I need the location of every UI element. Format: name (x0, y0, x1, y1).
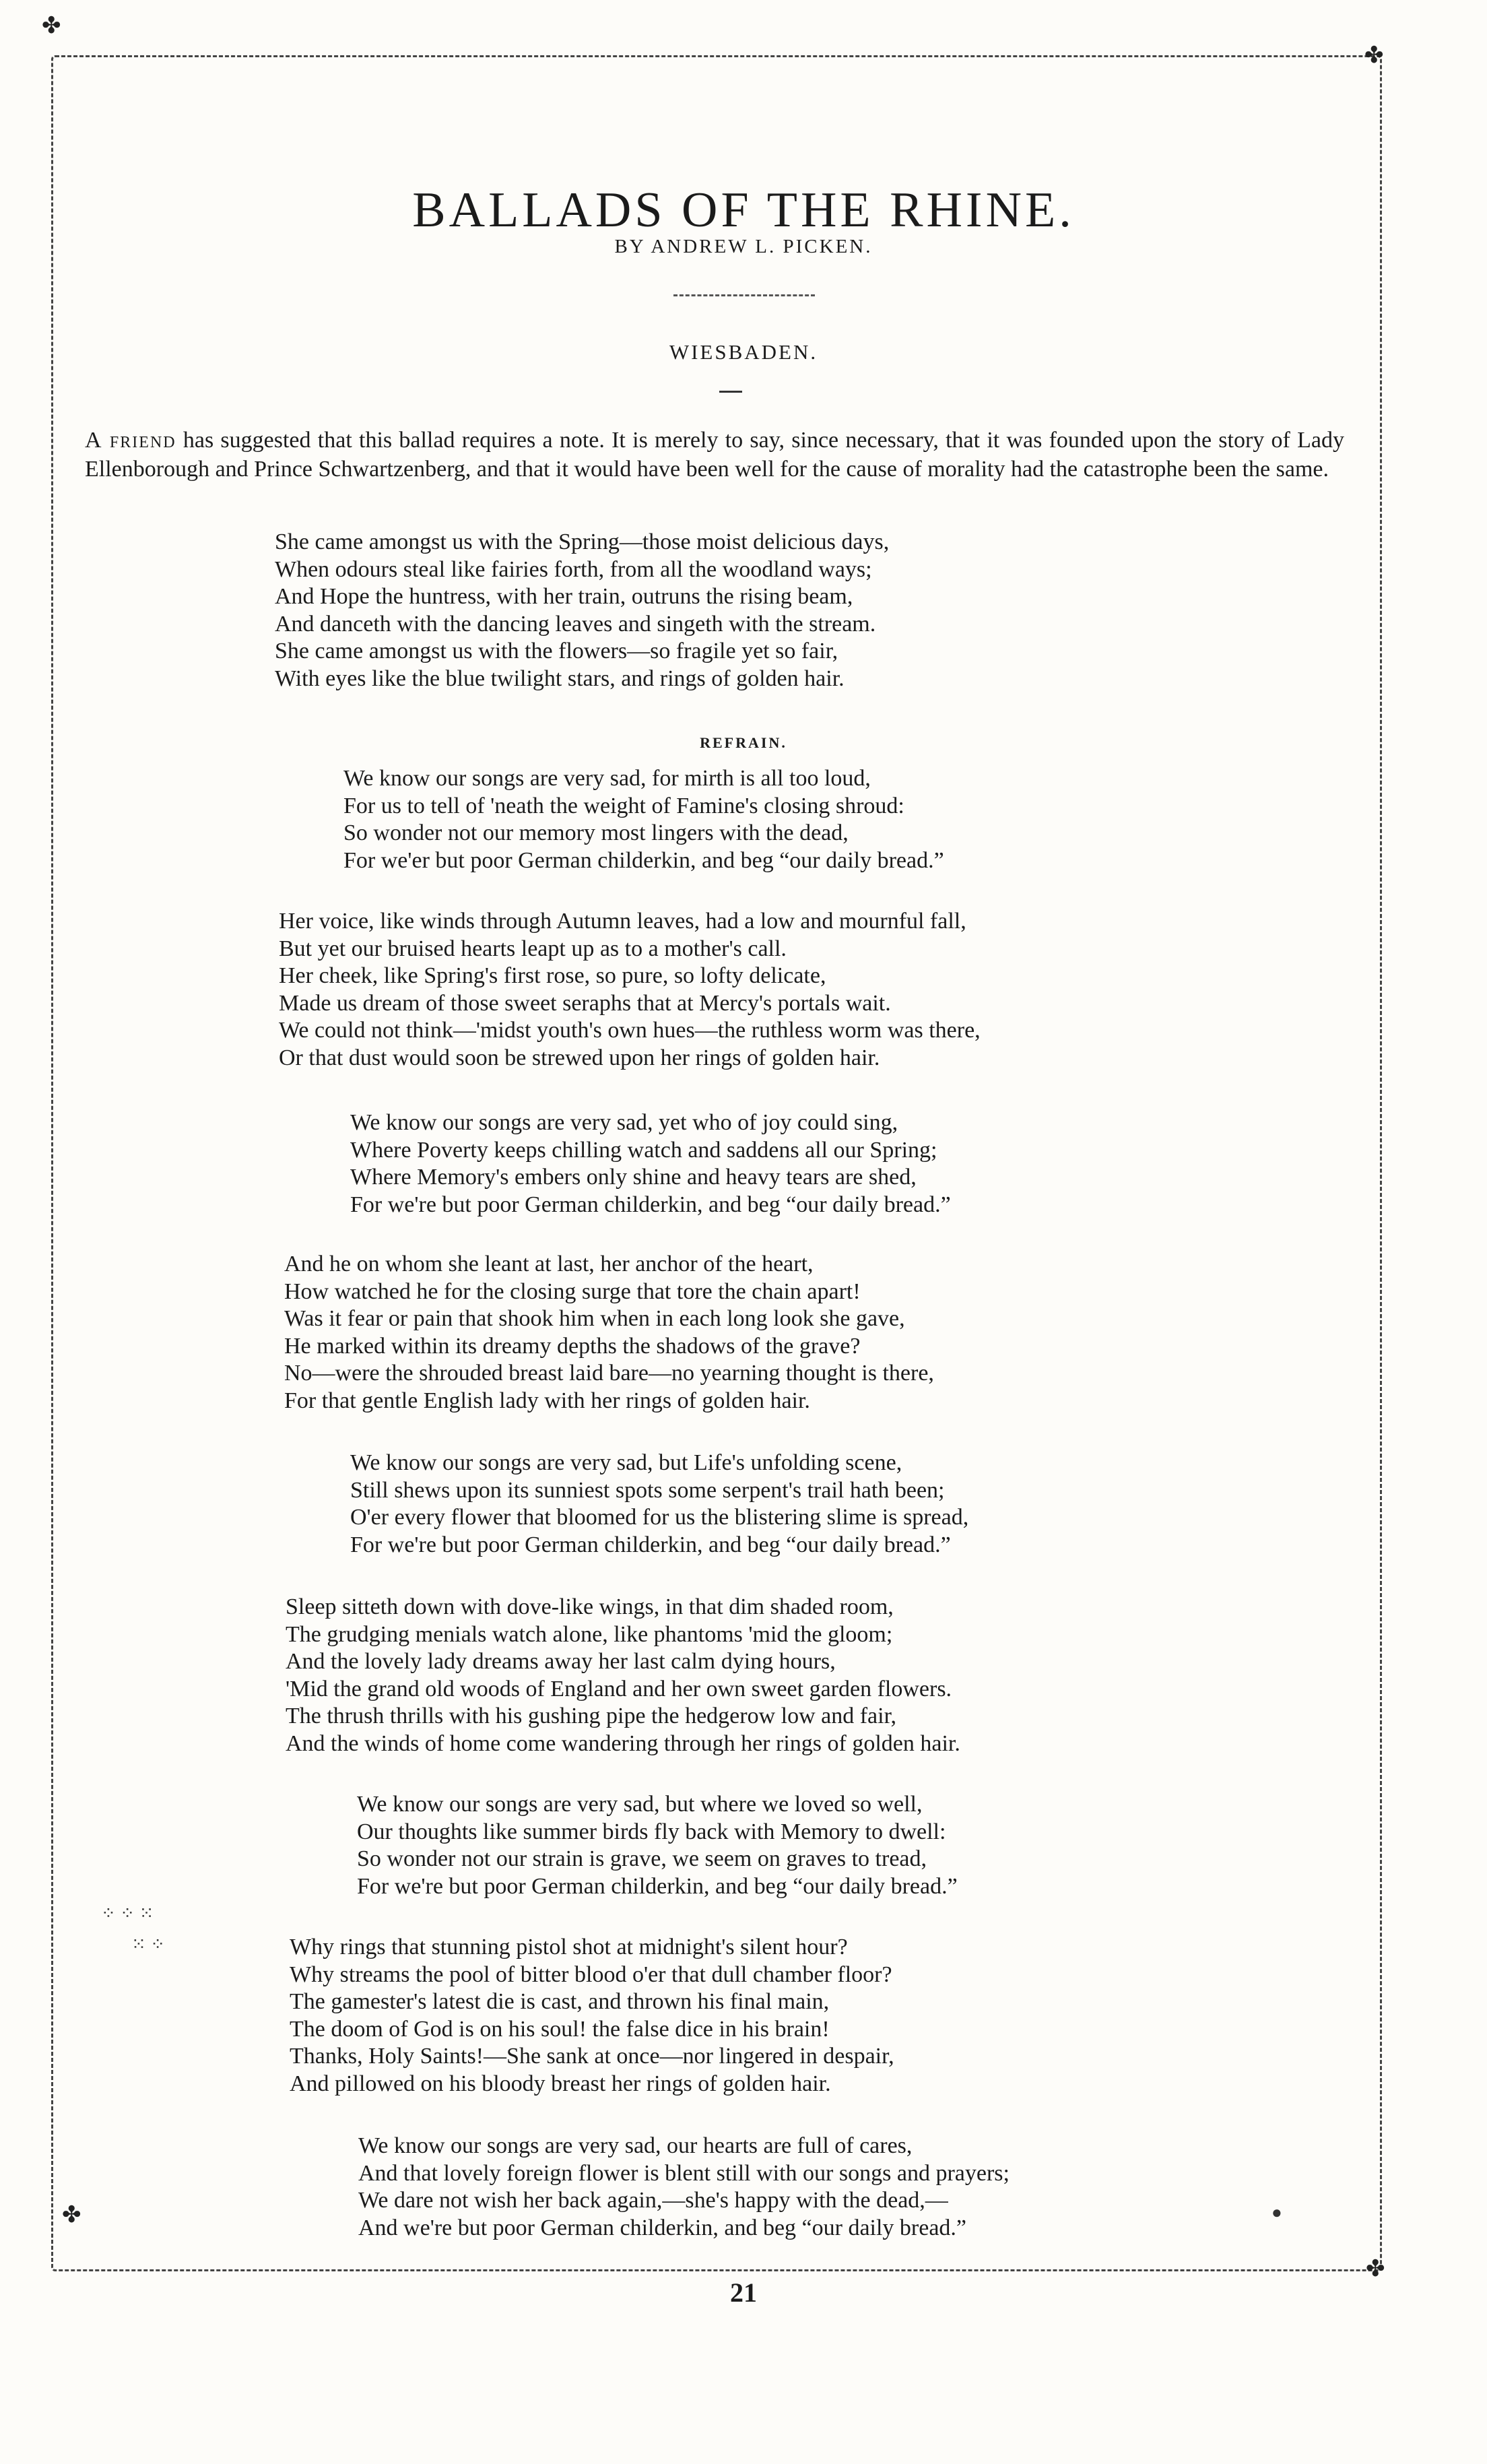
verse-line: With eyes like the blue twilight stars, and rings of golden hair. (275, 666, 845, 691)
verse-line: And pillowed on his bloody breast her rings of golden hair. (290, 2071, 831, 2096)
ink-speck: ⁙ ⁘ (131, 1935, 166, 1954)
verse-stanza (275, 529, 889, 692)
verse-line: We know our songs are very sad, yet who of joy could sing, (350, 1110, 898, 1135)
verse-line: He marked within its dreamy depths the shadows of the grave? (284, 1333, 861, 1359)
verse-line: And danceth with the dancing leaves and singeth with the stream. (275, 611, 876, 637)
introductory-note (85, 426, 1344, 484)
ink-speck: ● (1271, 2203, 1282, 2222)
refrain-label: REFRAIN. (700, 734, 787, 751)
refrain-stanza (350, 1450, 968, 1559)
verse-stanza (286, 1594, 960, 1757)
verse-line: Why rings that stunning pistol shot at midnight's silent hour? (290, 1935, 848, 1959)
verse-line: When odours steal like fairies forth, from all the woodland ways; (275, 556, 872, 582)
verse-line: The grudging menials watch alone, like phantoms 'mid the gloom; (286, 1621, 893, 1647)
verse-line: For that gentle English lady with her rings of golden hair. (284, 1388, 810, 1413)
verse-stanza (279, 908, 981, 1072)
ornamental-rule (673, 294, 815, 296)
verse-line: And that lovely foreign flower is blent still with our songs and prayers; (358, 2160, 1010, 2186)
verse-line: Where Memory's embers only shine and heavy tears are shed, (350, 1165, 917, 1190)
verse-line: We know our songs are very sad, for mirth is all too loud, (343, 766, 871, 791)
note-lead: A friend (85, 428, 176, 453)
verse-line: For we're but poor German childerkin, and beg “our daily bread.” (350, 1532, 951, 1557)
verse-stanza (290, 1934, 894, 2098)
verse-line: And he on whom she leant at last, her anchor of the heart, (284, 1252, 814, 1276)
verse-line: So wonder not our memory most lingers with the dead, (343, 820, 849, 845)
verse-line: And the winds of home come wandering through her rings of golden hair. (286, 1730, 960, 1756)
verse-line: Our thoughts like summer birds fly back with Memory to dwell: (357, 1819, 946, 1844)
verse-line: And the lovely lady dreams away her last calm dying hours, (286, 1649, 836, 1674)
verse-line: Her cheek, like Spring's first rose, so pure, so lofty delicate, (279, 963, 826, 988)
verse-line: Where Poverty keeps chilling watch and saddens all our Spring; (350, 1137, 937, 1163)
refrain-stanza (350, 1109, 951, 1219)
verse-line: 'Mid the grand old woods of England and her own sweet garden flowers. (286, 1676, 952, 1701)
ornament-icon: ✤ (62, 2203, 81, 2228)
verse-line: No—were the shrouded breast laid bare—no yearning thought is there, (284, 1361, 934, 1386)
verse-line: But yet our bruised hearts leapt up as to a mother's call. (279, 936, 787, 961)
verse-line: Thanks, Holy Saints!—She sank at once—nor lingered in despair, (290, 2044, 894, 2069)
verse-line: Made us dream of those sweet seraphs that at Mercy's portals wait. (279, 990, 891, 1016)
verse-line: The thrush thrills with his gushing pipe the hedgerow low and fair, (286, 1704, 897, 1728)
page-title: BALLADS OF THE RHINE. (412, 182, 1075, 238)
verse-line: We know our songs are very sad, but where we loved so well, (357, 1792, 923, 1817)
verse-line: Why streams the pool of bitter blood o'er that dull chamber floor? (290, 1962, 892, 1987)
page-number: 21 (730, 2277, 757, 2308)
verse-line: For we're but poor German childerkin, and beg “our daily bread.” (357, 1873, 958, 1899)
ornament-icon: ✤ (42, 13, 61, 38)
ornament-icon: ✤ (1366, 2257, 1385, 2281)
verse-line: Still shews upon its sunniest spots some serpent's trail hath been; (350, 1477, 945, 1503)
refrain-stanza (357, 1791, 958, 1900)
refrain-stanza (343, 765, 944, 874)
verse-line: Or that dust would soon be strewed upon her rings of golden hair. (279, 1045, 880, 1070)
verse-line: For us to tell of 'neath the weight of Famine's closing shroud: (343, 793, 904, 818)
verse-line: She came amongst us with the flowers—so fragile yet so fair, (275, 639, 838, 663)
verse-line: O'er every flower that bloomed for us the blistering slime is spread, (350, 1505, 969, 1530)
verse-line: How watched he for the closing surge that tore the chain apart! (284, 1278, 861, 1304)
short-rule (719, 391, 742, 393)
verse-line: Her voice, like winds through Autumn leaves, had a low and mournful fall, (279, 909, 966, 934)
verse-line: The doom of God is on his soul! the false dice in his brain! (290, 2016, 830, 2042)
verse-line: We know our songs are very sad, but Life's unfolding scene, (350, 1450, 902, 1475)
verse-line: And we're but poor German childerkin, and beg “our daily bread.” (358, 2215, 967, 2240)
verse-line: She came amongst us with the Spring—those moist delicious days, (275, 529, 890, 554)
verse-line: For we're but poor German childerkin, and beg “our daily bread.” (350, 1192, 951, 1217)
verse-line: We know our songs are very sad, our hearts are full of cares, (358, 2133, 913, 2158)
verse-line: We dare not wish her back again,—she's happy with the dead,— (358, 2188, 948, 2213)
verse-line: Was it fear or pain that shook him when in each long look she gave, (284, 1306, 905, 1331)
ink-speck: ⁘ ⁘ ⁙ (101, 1904, 154, 1923)
author-byline: BY ANDREW L. PICKEN. (614, 236, 873, 257)
verse-line: So wonder not our strain is grave, we seem on graves to tread, (357, 1846, 927, 1871)
verse-line: And Hope the huntress, with her train, outruns the rising beam, (275, 584, 853, 609)
verse-stanza (284, 1251, 934, 1415)
verse-line: The gamester's latest die is cast, and thrown his final main, (290, 1989, 830, 2014)
verse-line: For we'er but poor German childerkin, and beg “our daily bread.” (343, 847, 944, 873)
ornament-icon: ✤ (1364, 43, 1384, 68)
note-text: has suggested that this ballad requires a note. It is merely to say, since necessary, that it was founded upon the story of Lady Ellenborough and Prince Schwartzenberg, and that it would have been well for the cause of morality had the catastrophe been the same. (85, 428, 1344, 482)
refrain-stanza (358, 2133, 1010, 2242)
verse-line: Sleep sitteth down with dove-like wings, in that dim shaded room, (286, 1594, 894, 1619)
section-title: WIESBADEN. (669, 340, 818, 364)
verse-line: We could not think—'midst youth's own hues—the ruthless worm was there, (279, 1018, 981, 1043)
